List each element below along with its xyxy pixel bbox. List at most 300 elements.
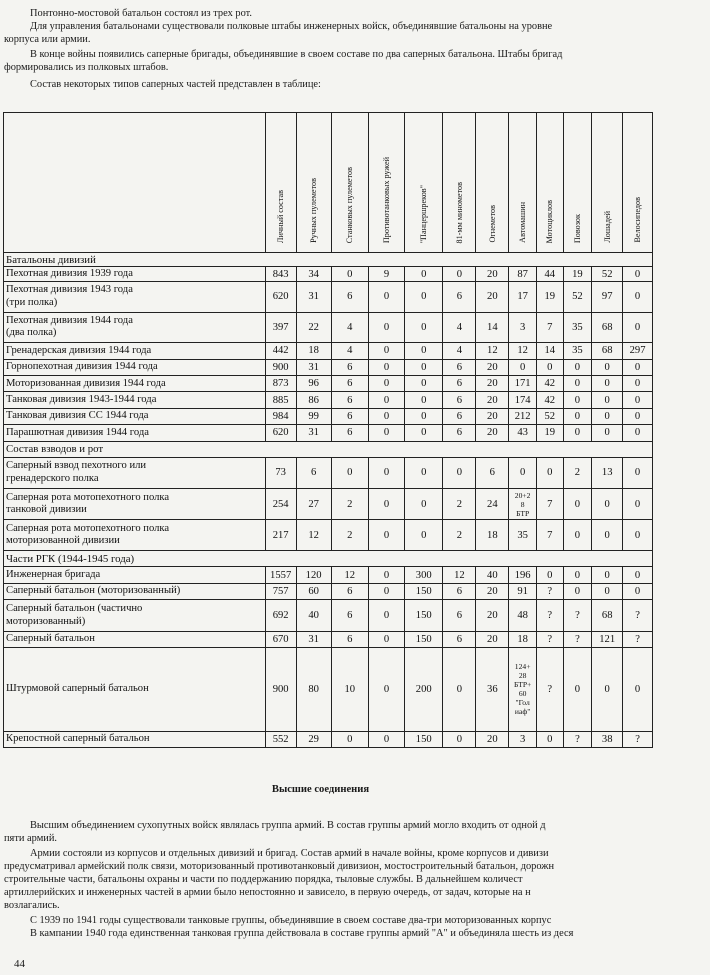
value-cell: 6: [331, 282, 368, 313]
value-cell: 0: [623, 392, 653, 408]
value-cell: 20: [476, 583, 509, 599]
column-header-label: Противотанковых ружей: [381, 156, 391, 244]
value-cell: 68: [592, 343, 623, 359]
value-cell: 20: [476, 632, 509, 648]
section-row: [4, 253, 653, 267]
value-cell: 0: [405, 359, 443, 375]
value-cell: 0: [443, 458, 476, 489]
value-cell: 200: [405, 648, 443, 731]
value-cell: 620: [265, 425, 296, 441]
value-cell: 60: [296, 583, 331, 599]
section-label: Состав взводов и рот: [4, 441, 653, 457]
table-row: [4, 488, 653, 520]
value-cell: 0: [623, 648, 653, 731]
column-header-label: Лошадей: [602, 211, 612, 244]
value-cell: 0: [509, 359, 537, 375]
intro-line-6: Состав некоторых типов саперных частей представлен в таблице:: [30, 79, 321, 90]
section-row: [4, 551, 653, 567]
value-cell: ?: [536, 648, 563, 731]
value-cell: 4: [443, 343, 476, 359]
value-cell: 7: [536, 312, 563, 343]
column-header: [509, 113, 537, 253]
unit-name-cell: Саперный взвод пехотного или гренадерского полка: [4, 458, 266, 489]
value-cell: 24: [476, 488, 509, 520]
unit-name-cell: Горнопехотная дивизия 1944 года: [4, 359, 266, 375]
value-cell: 0: [623, 567, 653, 583]
value-cell: ?: [623, 632, 653, 648]
value-cell: 0: [536, 567, 563, 583]
value-cell: 2: [331, 520, 368, 551]
value-cell: 0: [623, 458, 653, 489]
value-cell: 0: [405, 458, 443, 489]
value-cell: 0: [368, 282, 404, 313]
value-cell: 0: [405, 282, 443, 313]
value-cell: ?: [563, 632, 592, 648]
value-cell: 0: [405, 520, 443, 551]
value-cell: 0: [592, 392, 623, 408]
value-cell: 4: [331, 312, 368, 343]
value-cell: 6: [331, 632, 368, 648]
table-row: [4, 600, 653, 632]
value-cell: 6: [476, 458, 509, 489]
value-cell: 0: [368, 376, 404, 392]
value-cell: 20: [476, 267, 509, 282]
value-cell: 10: [331, 648, 368, 731]
value-cell: 0: [443, 648, 476, 731]
table-row: [4, 359, 653, 375]
column-header: [536, 113, 563, 253]
column-header-label: Повозок: [572, 213, 582, 244]
value-cell: 44: [536, 267, 563, 282]
value-cell: 4: [443, 312, 476, 343]
value-cell: 6: [331, 376, 368, 392]
value-cell: 0: [368, 648, 404, 731]
table-row: [4, 458, 653, 489]
value-cell: 0: [368, 458, 404, 489]
value-cell: 20: [476, 359, 509, 375]
value-cell: ?: [536, 583, 563, 599]
section-label: Батальоны дивизий: [4, 253, 653, 267]
value-cell: 18: [509, 632, 537, 648]
value-cell: 0: [592, 583, 623, 599]
sapper-units-table: [3, 112, 653, 748]
value-cell: 2: [443, 488, 476, 520]
column-header: [331, 113, 368, 253]
value-cell: 0: [405, 343, 443, 359]
value-cell: 6: [443, 282, 476, 313]
value-cell: 0: [592, 425, 623, 441]
body-line-7: возлагались.: [4, 900, 60, 911]
value-cell: 150: [405, 600, 443, 632]
value-cell: 0: [563, 583, 592, 599]
value-cell: 3: [509, 312, 537, 343]
table-row: [4, 583, 653, 599]
unit-name-cell: Штурмовой саперный батальон: [4, 648, 266, 731]
column-header-label: 81-мм минометов: [454, 181, 464, 244]
value-cell: 670: [265, 632, 296, 648]
header-corner-cell: [4, 113, 266, 253]
value-cell: 20: [476, 408, 509, 424]
page-number: 44: [14, 958, 25, 970]
column-header: [563, 113, 592, 253]
column-header-label: Мотоциклов: [545, 199, 555, 244]
value-cell: 18: [296, 343, 331, 359]
value-cell: 0: [563, 648, 592, 731]
table-row: [4, 632, 653, 648]
table-row: [4, 567, 653, 583]
value-cell: 35: [563, 312, 592, 343]
unit-name-cell: Инженерная бригада: [4, 567, 266, 583]
value-cell: 0: [536, 359, 563, 375]
value-cell: 22: [296, 312, 331, 343]
value-cell: 40: [296, 600, 331, 632]
column-header: [592, 113, 623, 253]
unit-name-cell: Пехотная дивизия 1939 года: [4, 267, 266, 282]
value-cell: 35: [509, 520, 537, 551]
value-cell: 150: [405, 583, 443, 599]
intro-line-4: В конце войны появились саперные бригады, объединявшие в своем составе по два саперных батальона. Штабы бригад: [30, 49, 563, 60]
value-cell: 0: [405, 267, 443, 282]
value-cell: 29: [296, 731, 331, 747]
value-cell: 212: [509, 408, 537, 424]
value-cell: 68: [592, 312, 623, 343]
value-cell: 12: [331, 567, 368, 583]
value-cell: 13: [592, 458, 623, 489]
value-cell: 0: [563, 425, 592, 441]
value-cell: 87: [509, 267, 537, 282]
value-cell: 0: [592, 520, 623, 551]
value-cell: 124+ 28 БТР+ 60 "Гол иаф": [509, 648, 537, 731]
value-cell: 397: [265, 312, 296, 343]
value-cell: 20: [476, 392, 509, 408]
value-cell: 0: [563, 392, 592, 408]
value-cell: 552: [265, 731, 296, 747]
value-cell: 217: [265, 520, 296, 551]
value-cell: 2: [443, 520, 476, 551]
body-line-6: артиллерийских и инженерных частей в армии было непостоянно и зависело, в первую очередь, от задач, которые на н: [4, 887, 531, 898]
value-cell: 73: [265, 458, 296, 489]
value-cell: 171: [509, 376, 537, 392]
value-cell: 0: [405, 408, 443, 424]
section-label: Части РГК (1944-1945 года): [4, 551, 653, 567]
value-cell: 0: [563, 359, 592, 375]
value-cell: 0: [623, 583, 653, 599]
table-row: [4, 425, 653, 441]
value-cell: 0: [368, 567, 404, 583]
value-cell: 31: [296, 425, 331, 441]
value-cell: 4: [331, 343, 368, 359]
value-cell: 300: [405, 567, 443, 583]
value-cell: 12: [476, 343, 509, 359]
value-cell: 1557: [265, 567, 296, 583]
value-cell: 0: [368, 731, 404, 747]
unit-name-cell: Танковая дивизия 1943-1944 года: [4, 392, 266, 408]
column-header: [623, 113, 653, 253]
value-cell: 0: [536, 458, 563, 489]
unit-name-cell: Саперный батальон: [4, 632, 266, 648]
value-cell: 42: [536, 392, 563, 408]
value-cell: 68: [592, 600, 623, 632]
section-row: [4, 441, 653, 457]
table-row: [4, 343, 653, 359]
value-cell: 0: [592, 488, 623, 520]
value-cell: 20: [476, 600, 509, 632]
column-header: [296, 113, 331, 253]
value-cell: 0: [623, 488, 653, 520]
value-cell: 0: [592, 408, 623, 424]
value-cell: 6: [443, 632, 476, 648]
column-header: [476, 113, 509, 253]
value-cell: 9: [368, 267, 404, 282]
value-cell: 0: [405, 376, 443, 392]
value-cell: 0: [405, 392, 443, 408]
value-cell: 0: [623, 425, 653, 441]
value-cell: 18: [476, 520, 509, 551]
value-cell: 900: [265, 648, 296, 731]
value-cell: 6: [443, 425, 476, 441]
value-cell: 0: [368, 583, 404, 599]
value-cell: 52: [563, 282, 592, 313]
value-cell: ?: [536, 600, 563, 632]
value-cell: 900: [265, 359, 296, 375]
table-row: [4, 408, 653, 424]
table-row: [4, 312, 653, 343]
value-cell: 14: [536, 343, 563, 359]
value-cell: 6: [331, 425, 368, 441]
body-line-1: Высшим объединением сухопутных войск являлась группа армий. В состав группы армий могло входить от одной д: [30, 820, 546, 831]
value-cell: 442: [265, 343, 296, 359]
value-cell: 0: [592, 648, 623, 731]
value-cell: 0: [331, 458, 368, 489]
value-cell: 0: [368, 632, 404, 648]
column-header: [265, 113, 296, 253]
value-cell: 0: [368, 425, 404, 441]
unit-name-cell: Саперный батальон (моторизованный): [4, 583, 266, 599]
value-cell: ?: [563, 731, 592, 747]
value-cell: 757: [265, 583, 296, 599]
value-cell: 0: [331, 731, 368, 747]
value-cell: 31: [296, 359, 331, 375]
value-cell: 20+2 8 БТР: [509, 488, 537, 520]
value-cell: 6: [296, 458, 331, 489]
value-cell: 3: [509, 731, 537, 747]
value-cell: 19: [563, 267, 592, 282]
value-cell: 0: [368, 408, 404, 424]
table-row: [4, 731, 653, 747]
value-cell: 2: [563, 458, 592, 489]
unit-name-cell: Пехотная дивизия 1943 года (три полка): [4, 282, 266, 313]
value-cell: 14: [476, 312, 509, 343]
value-cell: 38: [592, 731, 623, 747]
table-row: [4, 267, 653, 282]
value-cell: ?: [623, 731, 653, 747]
body-line-2: пяти армий.: [4, 833, 57, 844]
value-cell: 96: [296, 376, 331, 392]
value-cell: 843: [265, 267, 296, 282]
column-header: [443, 113, 476, 253]
value-cell: 0: [368, 392, 404, 408]
value-cell: 0: [331, 267, 368, 282]
value-cell: 52: [592, 267, 623, 282]
value-cell: 0: [405, 488, 443, 520]
value-cell: 20: [476, 425, 509, 441]
value-cell: 0: [592, 376, 623, 392]
intro-line-3: корпуса или армии.: [4, 34, 91, 45]
body-line-9: В кампании 1940 года единственная танковая группа действовала в составе группы армий "А" и объединяла шесть из деся: [30, 928, 574, 939]
value-cell: 6: [443, 376, 476, 392]
value-cell: 6: [331, 583, 368, 599]
value-cell: 120: [296, 567, 331, 583]
value-cell: 6: [443, 392, 476, 408]
column-header-label: "Панцершреков": [419, 184, 429, 244]
value-cell: 35: [563, 343, 592, 359]
value-cell: 0: [563, 567, 592, 583]
body-line-5: строительные части, батальоны охраны и части по поддержанию порядка, тыловые службы. В дальнейшем количест: [4, 874, 523, 885]
value-cell: ?: [563, 600, 592, 632]
column-header-label: Велосипедов: [633, 197, 643, 244]
value-cell: 0: [563, 520, 592, 551]
value-cell: ?: [536, 632, 563, 648]
unit-name-cell: Танковая дивизия СС 1944 года: [4, 408, 266, 424]
value-cell: 20: [476, 282, 509, 313]
value-cell: 0: [592, 567, 623, 583]
value-cell: 0: [368, 600, 404, 632]
value-cell: 0: [368, 359, 404, 375]
body-line-3: Армии состояли из корпусов и отдельных дивизий и бригад. Состав армий в начале войны, кроме корпусов и дивизи: [30, 848, 549, 859]
unit-name-cell: Саперная рота мотопехотного полка моторизованной дивизии: [4, 520, 266, 551]
value-cell: 692: [265, 600, 296, 632]
column-header-label: Ручных пулеметов: [309, 178, 319, 244]
value-cell: 6: [331, 392, 368, 408]
column-header: [405, 113, 443, 253]
value-cell: 2: [331, 488, 368, 520]
value-cell: 0: [368, 343, 404, 359]
value-cell: 0: [443, 267, 476, 282]
value-cell: 42: [536, 376, 563, 392]
value-cell: 0: [405, 425, 443, 441]
value-cell: 31: [296, 632, 331, 648]
unit-name-cell: Гренадерская дивизия 1944 года: [4, 343, 266, 359]
value-cell: ?: [623, 600, 653, 632]
value-cell: 97: [592, 282, 623, 313]
value-cell: 6: [443, 583, 476, 599]
value-cell: 620: [265, 282, 296, 313]
value-cell: 0: [368, 488, 404, 520]
value-cell: 0: [536, 731, 563, 747]
unit-name-cell: Моторизованная дивизия 1944 года: [4, 376, 266, 392]
value-cell: 0: [563, 376, 592, 392]
value-cell: 0: [563, 488, 592, 520]
value-cell: 0: [563, 408, 592, 424]
value-cell: 52: [536, 408, 563, 424]
column-header-label: Станковых пулеметов: [345, 166, 355, 244]
section-heading: Высшие соединения: [271, 784, 370, 795]
intro-line-5: формировались из полковых штабов.: [4, 62, 169, 73]
unit-name-cell: Крепостной саперный батальон: [4, 731, 266, 747]
value-cell: 174: [509, 392, 537, 408]
table-row: [4, 520, 653, 551]
value-cell: 6: [443, 408, 476, 424]
table-row: [4, 648, 653, 731]
value-cell: 150: [405, 731, 443, 747]
value-cell: 885: [265, 392, 296, 408]
value-cell: 984: [265, 408, 296, 424]
value-cell: 12: [443, 567, 476, 583]
value-cell: 150: [405, 632, 443, 648]
unit-name-cell: Парашютная дивизия 1944 года: [4, 425, 266, 441]
value-cell: 20: [476, 731, 509, 747]
table-row: [4, 376, 653, 392]
value-cell: 0: [368, 520, 404, 551]
value-cell: 0: [623, 520, 653, 551]
intro-line-2: Для управления батальонами существовали полковые штабы инженерных войск, объединявшие батальоны на уровне: [30, 21, 553, 32]
unit-name-cell: Пехотная дивизия 1944 года (два полка): [4, 312, 266, 343]
value-cell: 297: [623, 343, 653, 359]
table-row: [4, 282, 653, 313]
unit-name-cell: Саперная рота мотопехотного полка танковой дивизии: [4, 488, 266, 520]
value-cell: 19: [536, 425, 563, 441]
value-cell: 6: [331, 408, 368, 424]
intro-line-1: Понтонно-мостовой батальон состоял из трех рот.: [30, 8, 252, 19]
value-cell: 80: [296, 648, 331, 731]
column-header: [368, 113, 404, 253]
value-cell: 6: [331, 600, 368, 632]
column-header-label: Огнеметов: [487, 205, 497, 244]
value-cell: 121: [592, 632, 623, 648]
value-cell: 17: [509, 282, 537, 313]
value-cell: 6: [331, 359, 368, 375]
value-cell: 0: [623, 267, 653, 282]
table-header-row: [4, 113, 653, 253]
body-line-4: предусматривал армейский полк связи, моторизованный противотанковый дивизион, мостостроительный батальон, дорожн: [4, 861, 555, 872]
value-cell: 91: [509, 583, 537, 599]
table-row: [4, 392, 653, 408]
value-cell: 0: [623, 376, 653, 392]
value-cell: 6: [443, 600, 476, 632]
value-cell: 0: [443, 731, 476, 747]
value-cell: 27: [296, 488, 331, 520]
value-cell: 0: [623, 312, 653, 343]
value-cell: 19: [536, 282, 563, 313]
body-line-8: С 1939 по 1941 годы существовали танковые группы, объединявшие в своем составе два-три моторизованных корпус: [30, 915, 552, 926]
value-cell: 7: [536, 520, 563, 551]
table-body: [4, 113, 653, 748]
value-cell: 36: [476, 648, 509, 731]
value-cell: 86: [296, 392, 331, 408]
value-cell: 12: [296, 520, 331, 551]
column-header-label: Автомашин: [518, 202, 528, 244]
value-cell: 0: [405, 312, 443, 343]
column-header-label: Личный состав: [276, 189, 286, 244]
value-cell: 31: [296, 282, 331, 313]
value-cell: 0: [623, 359, 653, 375]
value-cell: 99: [296, 408, 331, 424]
value-cell: 0: [623, 282, 653, 313]
value-cell: 43: [509, 425, 537, 441]
value-cell: 7: [536, 488, 563, 520]
value-cell: 6: [443, 359, 476, 375]
value-cell: 0: [509, 458, 537, 489]
value-cell: 0: [623, 408, 653, 424]
value-cell: 20: [476, 376, 509, 392]
value-cell: 48: [509, 600, 537, 632]
value-cell: 34: [296, 267, 331, 282]
value-cell: 12: [509, 343, 537, 359]
value-cell: 0: [592, 359, 623, 375]
value-cell: 40: [476, 567, 509, 583]
unit-name-cell: Саперный батальон (частично моторизованный): [4, 600, 266, 632]
value-cell: 0: [368, 312, 404, 343]
